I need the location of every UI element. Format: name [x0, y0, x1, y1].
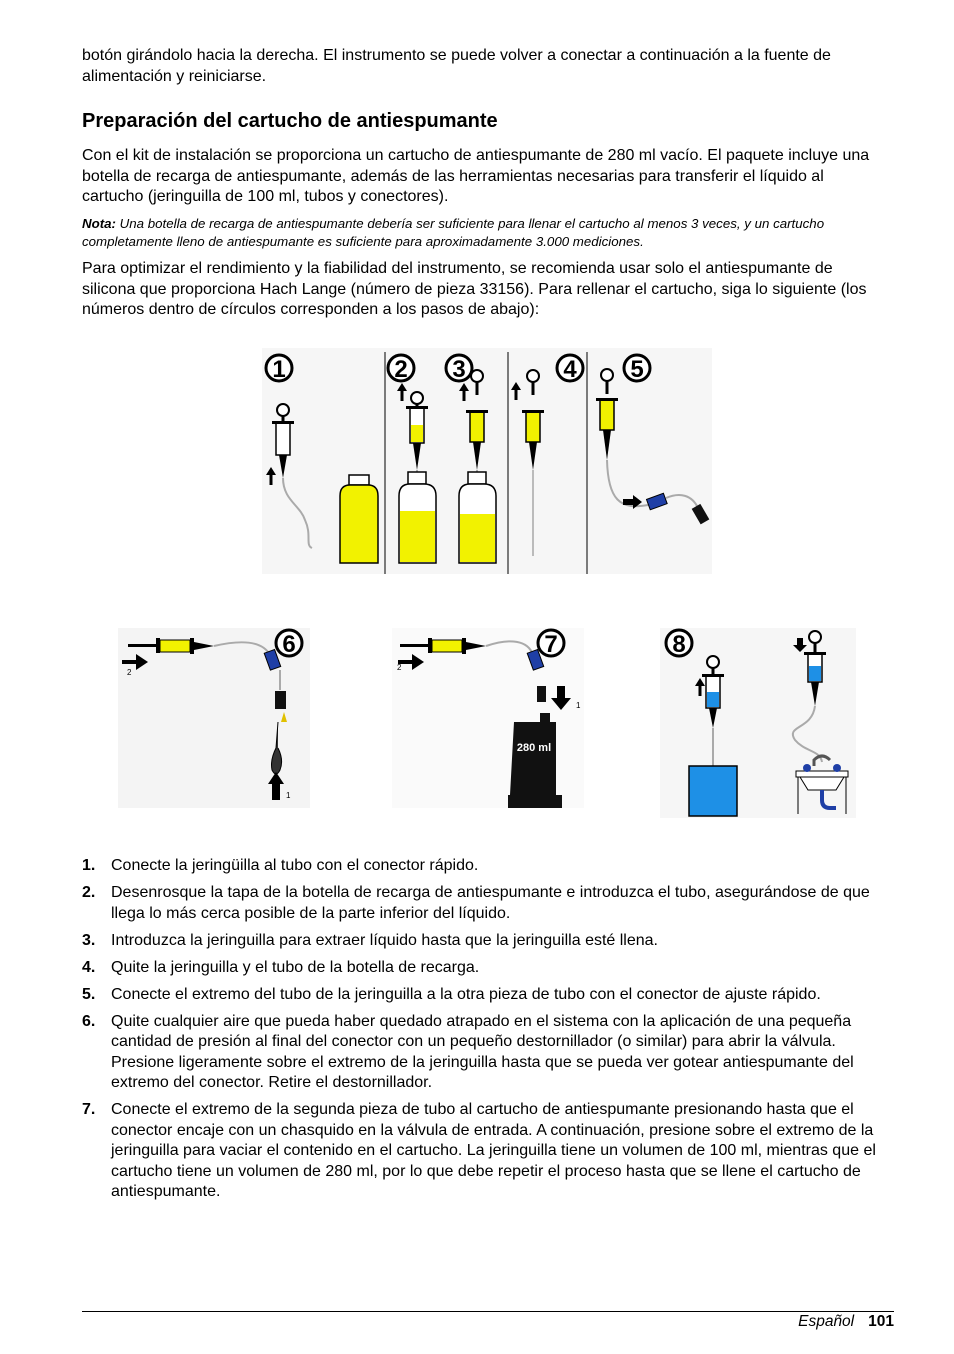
svg-text:4: 4 — [563, 356, 577, 383]
cartridge-label: 280 ml — [516, 742, 552, 754]
svg-text:3: 3 — [452, 356, 466, 383]
step-number: 5. — [82, 985, 96, 1003]
step-number: 4. — [82, 958, 96, 976]
list-item — [82, 1100, 892, 1203]
svg-text:8: 8 — [672, 631, 686, 658]
note-label: Nota: — [82, 216, 116, 231]
step-circle-3 — [446, 355, 472, 383]
list-item — [82, 856, 892, 877]
step-text: Conecte la jeringüilla al tubo con el conector rápido. — [111, 857, 479, 874]
step-text: Conecte el extremo del tubo de la jeringuilla a la otra pieza de tubo con el conector de ajuste rápido. — [111, 985, 821, 1003]
svg-text:7: 7 — [544, 631, 558, 658]
step-number: 3. — [82, 931, 96, 949]
intro-text: botón girándolo hacia la derecha. El instrumento se puede volver a conectar a continuación a la fuente de alimentación y reiniciarse. — [82, 47, 831, 85]
svg-text:1: 1 — [286, 791, 291, 800]
step-circle-6 — [276, 630, 302, 658]
svg-text:1: 1 — [272, 356, 286, 383]
step-text: Conecte el extremo de la segunda pieza de tubo al cartucho de antiespumante presionando hasta que el conector encaje con un chasquido en la válvula de entrada. A continuación, presione sobre el extremo de la jeringuilla para vaciar el contenido en el cartucho. La jeringuilla tiene un volumen de 100 ml, mientras que el cartucho tiene un volumen de 280 ml, por lo que debe repetir el proceso hasta que se llene el cartucho de antiespumante. — [111, 1101, 876, 1200]
note-text: Una botella de recarga de antiespumante debería ser suficiente para llenar el cartucho al menos 3 veces, y un cartucho completamente lleno de antiespumante es suficiente para aproximadamente 3.000 mediciones. — [82, 216, 825, 249]
svg-text:1: 1 — [576, 701, 581, 710]
step-number: 1. — [82, 857, 96, 874]
step-circle-7 — [538, 630, 564, 658]
step-text: Desenrosque la tapa de la botella de recarga de antiespumante e introduzca el tubo, asegurándose de que llega lo más cerca posible de la parte inferior del líquido. — [111, 884, 870, 922]
list-item — [82, 883, 892, 924]
step-circle-4 — [557, 355, 583, 383]
step-circle-8 — [666, 630, 692, 658]
body-paragraph: Con el kit de instalación se proporciona un cartucho de antiespumante de 280 ml vacío. El paquete incluye una botella de recarga de antiespumante, además de las herramientas necesarias para transferir el líquido al cartucho (jeringuilla de 100 ml, tubos y conectores). — [82, 147, 870, 205]
svg-text:2: 2 — [397, 663, 402, 672]
step-circle-5 — [624, 355, 650, 383]
body-paragraph-2: Para optimizar el rendimiento y la fiabilidad del instrumento, se recomienda usar solo el antiespumante de silicona que proporciona Hach Lange (número de pieza 33156). Para rellenar el cartucho, siga lo siguiente (los números dentro de círculos corresponden a los pasos de abajo): — [82, 260, 867, 318]
list-item — [82, 985, 892, 1006]
refill-bottle-full — [340, 475, 378, 563]
list-item — [82, 958, 892, 979]
step-text: Quite cualquier aire que pueda haber quedado atrapado en el sistema con la aplicación de una pequeña cantidad de presión al final del conector con un pequeño destornillador (o similar) para abrir la válvula. Presione ligeramente sobre el extremo de la jeringuilla hasta que se pueda ver gotear antiespumante del extremo del conector. Retire el destornillador. — [111, 1012, 854, 1091]
list-item — [82, 1012, 892, 1094]
step-circle-1 — [266, 355, 292, 383]
step-number: 7. — [82, 1101, 96, 1118]
step-number: 6. — [82, 1012, 96, 1030]
step-number: 2. — [82, 884, 96, 901]
svg-text:6: 6 — [282, 631, 296, 658]
step-circle-2 — [388, 355, 414, 383]
page-footer — [798, 1313, 894, 1331]
procedure-steps — [82, 856, 892, 1209]
page-number: 101 — [868, 1313, 894, 1330]
footer-language: Español — [798, 1313, 855, 1330]
list-item — [82, 931, 892, 952]
svg-text:5: 5 — [630, 356, 644, 383]
section-heading: Preparación del cartucho de antiespumante — [82, 110, 498, 132]
svg-text:2: 2 — [394, 356, 408, 383]
footer-divider — [82, 1311, 894, 1312]
step-text: Introduzca la jeringuilla para extraer líquido hasta que la jeringuilla esté llena. — [111, 931, 658, 949]
step-text: Quite la jeringuilla y el tubo de la botella de recarga. — [111, 958, 480, 976]
svg-text:2: 2 — [127, 668, 132, 677]
